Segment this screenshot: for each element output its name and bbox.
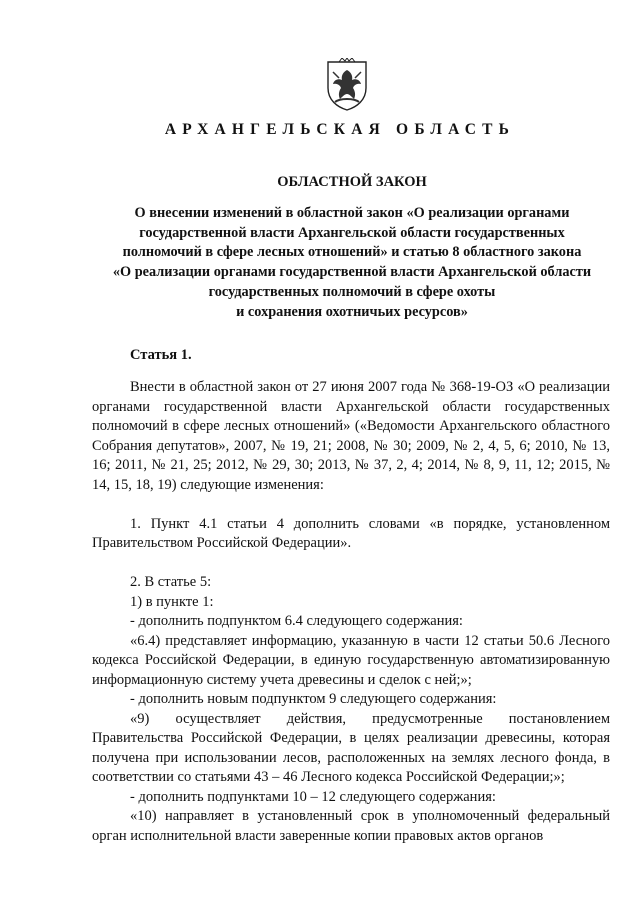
paragraph-add-6-4: - дополнить подпунктом 6.4 следующего содержания: <box>130 613 463 629</box>
region-name: АРХАНГЕЛЬСКАЯ ОБЛАСТЬ <box>164 121 516 138</box>
law-title-line: О внесении изменений в областной закон «О реализации органами <box>134 205 570 221</box>
coat-of-arms-icon <box>325 58 369 112</box>
paragraph-10-text: «10) направляет в установленный срок в уполномоченный федеральный орган исполнительной власти заверенные копии правовых актов органов <box>92 808 610 844</box>
law-type-heading: ОБЛАСТНОЙ ЗАКОН <box>277 174 427 190</box>
paragraph-add-10-12: - дополнить подпунктами 10 – 12 следующего содержания: <box>130 788 496 805</box>
paragraph-item-1: 1. Пункт 4.1 статьи 4 дополнить словами «в порядке, установленном Правительством Российской Федерации». <box>92 515 610 551</box>
paragraph-add-9: - дополнить новым подпунктом 9 следующего содержания: <box>130 691 497 707</box>
paragraph-6-4-text: «6.4) представляет информацию, указанную в части 12 статьи 50.6 Лесного кодекса Российской Федерации, в единую государственную автоматизированную информационную систему учета древесины и сделок с ней;»; <box>92 632 610 688</box>
law-title-line: полномочий в сфере лесных отношений» и статью 8 областного закона <box>122 244 582 261</box>
law-title-line: «О реализации органами государственной власти Архангельской области <box>112 264 592 281</box>
article-heading: Статья 1. <box>130 347 192 363</box>
law-title-line: и сохранения охотничьих ресурсов» <box>236 303 468 320</box>
paragraph-subitem-1: 1) в пункте 1: <box>130 593 214 610</box>
paragraph-item-2: 2. В статье 5: <box>130 574 212 590</box>
law-title <box>92 204 612 322</box>
law-title-line: государственной власти Архангельской области государственных <box>139 224 565 241</box>
paragraph-intro: Внести в областной закон от 27 июня 2007 года № 368-19-ОЗ «О реализации органами государственной власти Архангельской области государственных полномочий в сфере лесных отношений» («Ведомости Архангельского областного Собрания депутатов», 2007, № 19, 21; 2008, № 30; 2009, № 2, 4, 5, 6; 2010, № 13, 16; 2011, № 21, 25; 2012, № 29, 30; 2013, № 37, 2, 4; 2014, № 8, 9, 11, 12; 2015, № 14, 15, 18, 19) следующие изменения: <box>92 379 610 493</box>
paragraph-9-text: «9) осуществляет действия, предусмотренные постановлением Правительства Российской Федерации, в целях реализации древесины, которая получена при использовании лесов, расположенных на землях лесного фонда, в соответствии со статьями 43 – 46 Лесного кодекса Российской Федерации;»; <box>92 710 610 785</box>
article-body <box>92 378 610 846</box>
law-title-line: государственных полномочий в сфере охоты <box>208 283 496 300</box>
